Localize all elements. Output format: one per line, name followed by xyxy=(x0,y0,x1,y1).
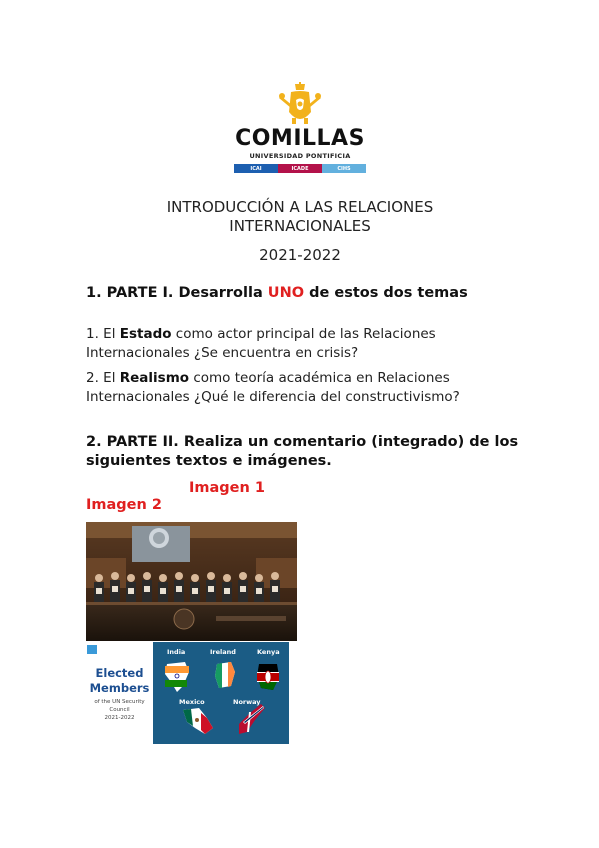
part-1-heading-highlight: UNO xyxy=(267,285,305,301)
part-1-heading-start: 1. PARTE I. Desarrolla xyxy=(86,285,268,301)
school-strip xyxy=(234,164,366,173)
topic-2-text: como teoría académica en Relaciones Internacionales ¿Qué le diferencia del constructivismo? xyxy=(86,370,460,405)
elected-members-subtitle xyxy=(86,698,153,722)
country-norway: Norway xyxy=(233,698,261,706)
topic-2-prefix: 2. El xyxy=(86,370,120,386)
subtitle-line-3: 2021-2022 xyxy=(104,715,135,721)
courtroom-photo xyxy=(86,522,297,641)
elected-members-title xyxy=(86,666,153,696)
subtitle-line-2: Council xyxy=(109,707,130,713)
kenya-map-icon xyxy=(257,664,279,690)
part-1-heading xyxy=(86,285,468,301)
part-1-heading-end: de estos dos temas xyxy=(304,285,468,301)
topic-2 xyxy=(86,369,526,407)
title-line-1: INTRODUCCIÓN A LAS RELACIONES xyxy=(166,198,434,216)
school-icade: ICADE xyxy=(278,164,322,173)
ireland-map-icon xyxy=(215,662,235,688)
un-logo-icon xyxy=(87,645,97,654)
topic-1-keyword: Estado xyxy=(119,326,172,342)
academic-year: 2021-2022 xyxy=(259,246,341,264)
topic-2-keyword: Realismo xyxy=(119,370,190,386)
country-maps-graphic xyxy=(153,642,289,744)
topic-1 xyxy=(86,325,526,363)
document-title xyxy=(100,198,500,236)
country-ireland: Ireland xyxy=(210,648,236,656)
elected-members-line-1: Elected xyxy=(95,666,144,680)
image-2-label: Imagen 2 xyxy=(86,497,162,513)
comillas-wordmark: COMILLAS xyxy=(235,126,365,151)
image-1-label: Imagen 1 xyxy=(189,480,265,496)
norway-map-icon xyxy=(239,704,265,734)
india-map-icon xyxy=(165,662,189,692)
country-india: India xyxy=(167,648,186,656)
topic-1-prefix: 1. El xyxy=(86,326,120,342)
subtitle-line-1: of the UN Security xyxy=(94,699,145,705)
topic-1-text: como actor principal de las Relaciones Internacionales ¿Se encuentra en crisis? xyxy=(86,326,436,361)
part-2-heading: 2. PARTE II. Realiza un comentario (integrado) de los siguientes textos e imágenes. xyxy=(86,434,519,469)
country-mexico: Mexico xyxy=(179,698,205,706)
mexico-map-icon xyxy=(183,708,213,734)
un-elected-members-panel xyxy=(86,642,153,744)
university-subtitle: UNIVERSIDAD PONTIFICIA xyxy=(249,152,351,160)
country-kenya: Kenya xyxy=(257,648,280,656)
elected-members-line-2: Members xyxy=(89,681,150,695)
school-icai: ICAI xyxy=(234,164,278,173)
title-line-2: INTERNACIONALES xyxy=(229,217,371,235)
comillas-crest-logo xyxy=(277,82,323,128)
school-cihs: CIHS xyxy=(322,164,366,173)
